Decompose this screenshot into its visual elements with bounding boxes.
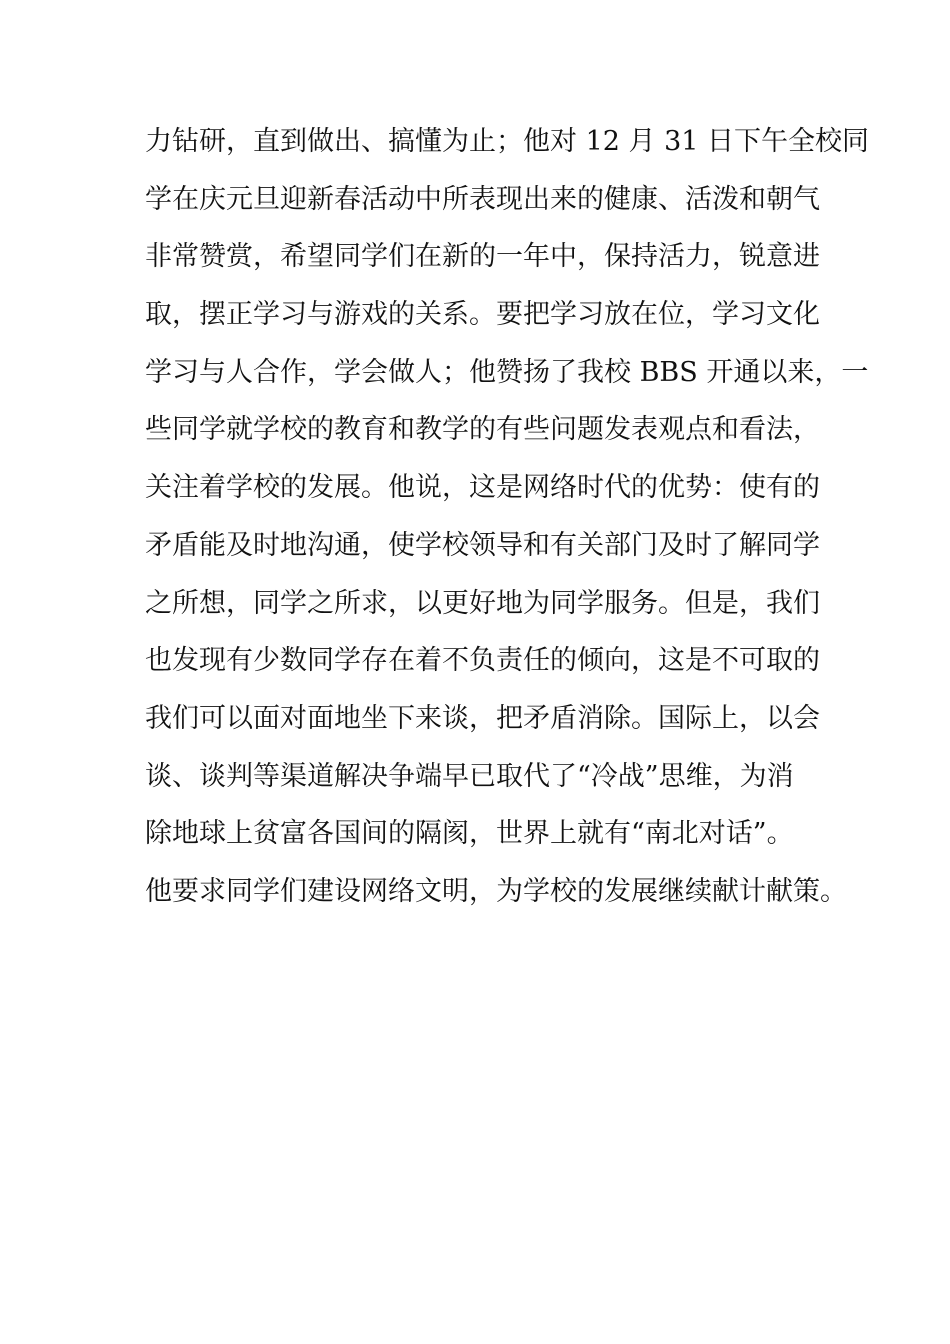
- text-line: 矛盾能及时地沟通，使学校领导和有关部门及时了解同学: [145, 529, 820, 561]
- text-line: 他要求同学们建设网络文明，为学校的发展继续献计献策。: [145, 875, 847, 907]
- text-line: 之所想，同学之所求，以更好地为同学服务。但是，我们: [145, 587, 820, 619]
- text-line: 我们可以面对面地坐下来谈，把矛盾消除。国际上，以会: [145, 702, 820, 734]
- text-line: 取，摆正学习与游戏的关系。要把学习放在位，学习文化: [145, 299, 820, 331]
- text-line: 也发现有少数同学存在着不负责任的倾向，这是不可取的: [145, 645, 820, 677]
- text-line: 非常赞赏，希望同学们在新的一年中，保持活力，锐意进: [145, 241, 820, 273]
- text-line: 谈、谈判等渠道解决争端早已取代了“冷战”思维，为消: [145, 760, 794, 792]
- text-line: 学习与人合作，学会做人；他赞扬了我校 BBS 开通以来，一: [145, 356, 869, 388]
- text-line: 除地球上贫富各国间的隔阂，世界上就有“南北对话”。: [145, 818, 794, 850]
- text-line: 关注着学校的发展。他说，这是网络时代的优势：使有的: [145, 472, 820, 504]
- text-line: 力钻研，直到做出、搞懂为止；他对 12 月 31 日下午全校同: [145, 126, 870, 157]
- text-line: 学在庆元旦迎新春活动中所表现出来的健康、活泼和朝气: [145, 183, 820, 215]
- body-paragraph: [145, 113, 870, 921]
- text-line: 些同学就学校的教育和教学的有些问题发表观点和看法，: [145, 414, 820, 446]
